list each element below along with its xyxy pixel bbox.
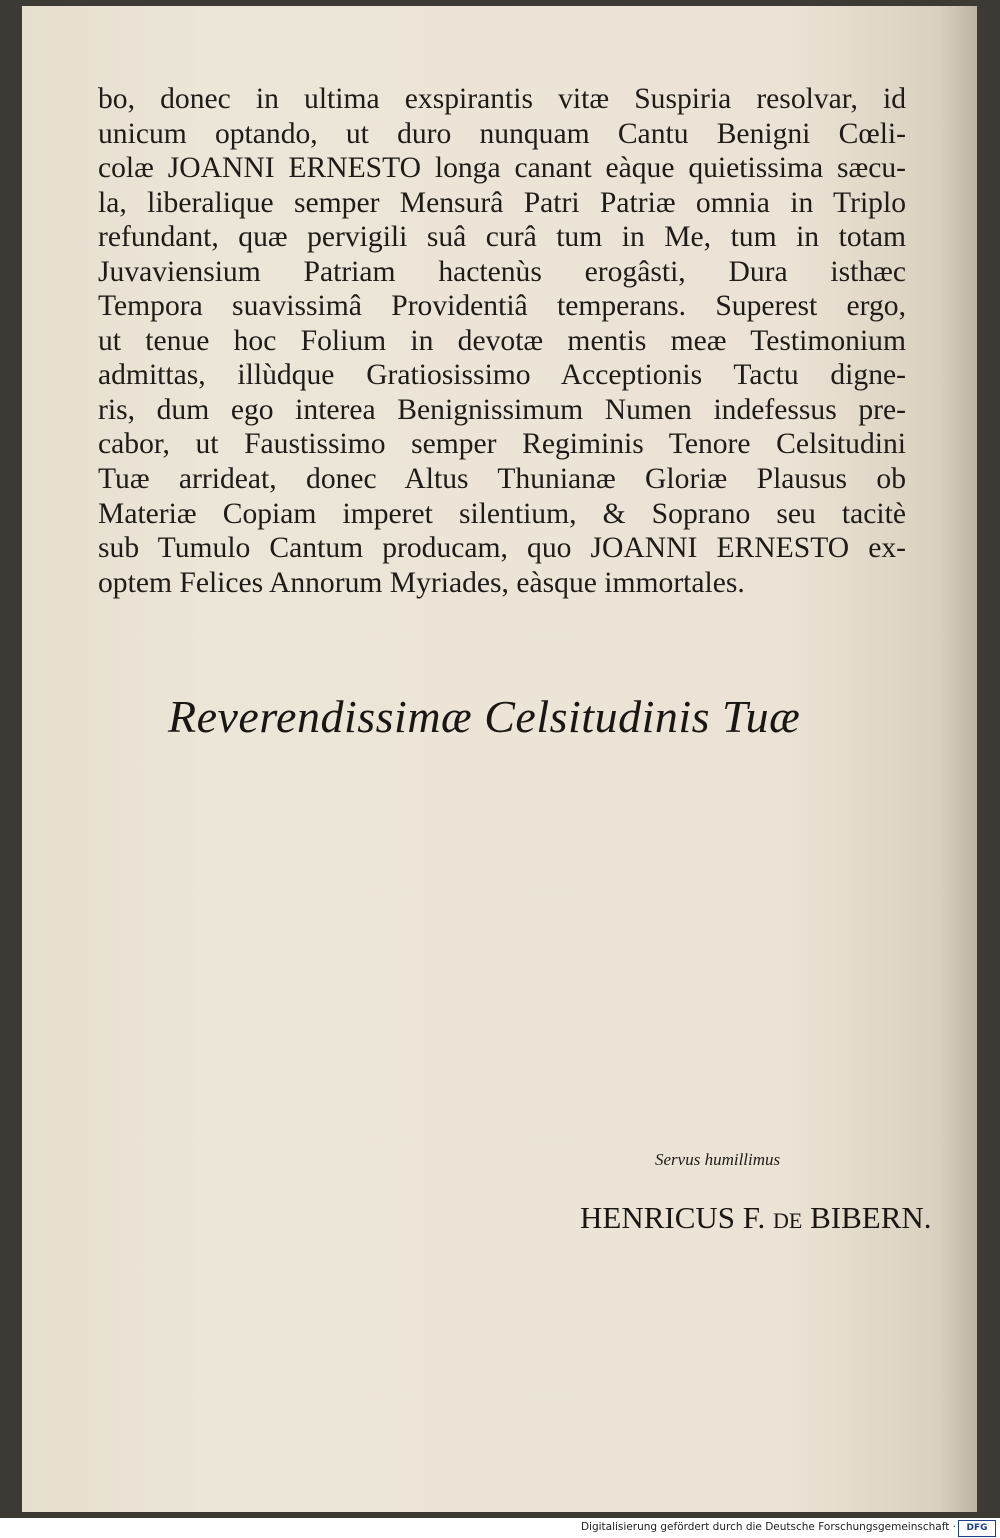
footer-credit: Digitalisierung gefördert durch die Deutsche Forschungsgemeinschaft · — [580, 1521, 956, 1533]
servus-line: Servus humillimus — [655, 1150, 781, 1169]
body-line: sub Tumulo Cantum producam, quo JOANNI ERNESTO ex- — [98, 532, 906, 565]
salutation: Reverendissimæ Celsitudinis Tuæ — [168, 691, 801, 742]
body-line: optem Felices Annorum Myriades, eàsque immortales. — [98, 566, 745, 599]
body-line: refundant, quæ pervigili suâ curâ tum in Me, tum in totam — [98, 221, 906, 254]
body-line: ris, dum ego interea Benignissimum Numen indefessus pre- — [98, 393, 906, 426]
body-line: admittas, illùdque Gratiosissimo Acceptionis Tactu digne- — [98, 359, 906, 392]
body-line: Tempora suavissimâ Providentiâ temperans. Superest ergo, — [98, 290, 906, 323]
body-line: bo, donec in ultima exspirantis vitæ Suspiria resolvar, id — [98, 83, 906, 115]
body-line: Tuæ arrideat, donec Altus Thunianæ Gloriæ Plausus ob — [98, 463, 906, 496]
body-line: colæ JOANNI ERNESTO longa canant eàque quietissima sæcu- — [98, 152, 906, 185]
letter-body — [98, 82, 906, 600]
body-line: Juvaviensium Patriam hactenùs erogâsti, Dura isthæc — [98, 255, 906, 288]
body-line: Materiæ Copiam imperet silentium, & Soprano seu tacitè — [98, 497, 906, 530]
body-line: ut tenue hoc Folium in devotæ mentis meæ Testimonium — [98, 324, 906, 357]
body-line: unicum optando, ut duro nunquam Cantu Benigni Cœli- — [98, 117, 906, 150]
dfg-logo: DFG — [958, 1520, 996, 1537]
signature: HENRICUS F. de BIBERN. — [580, 1200, 932, 1235]
body-line: cabor, ut Faustissimo semper Regiminis Tenore Celsitudini — [98, 428, 906, 461]
body-line: la, liberalique semper Mensurâ Patri Patriæ omnia in Triplo — [98, 186, 906, 219]
